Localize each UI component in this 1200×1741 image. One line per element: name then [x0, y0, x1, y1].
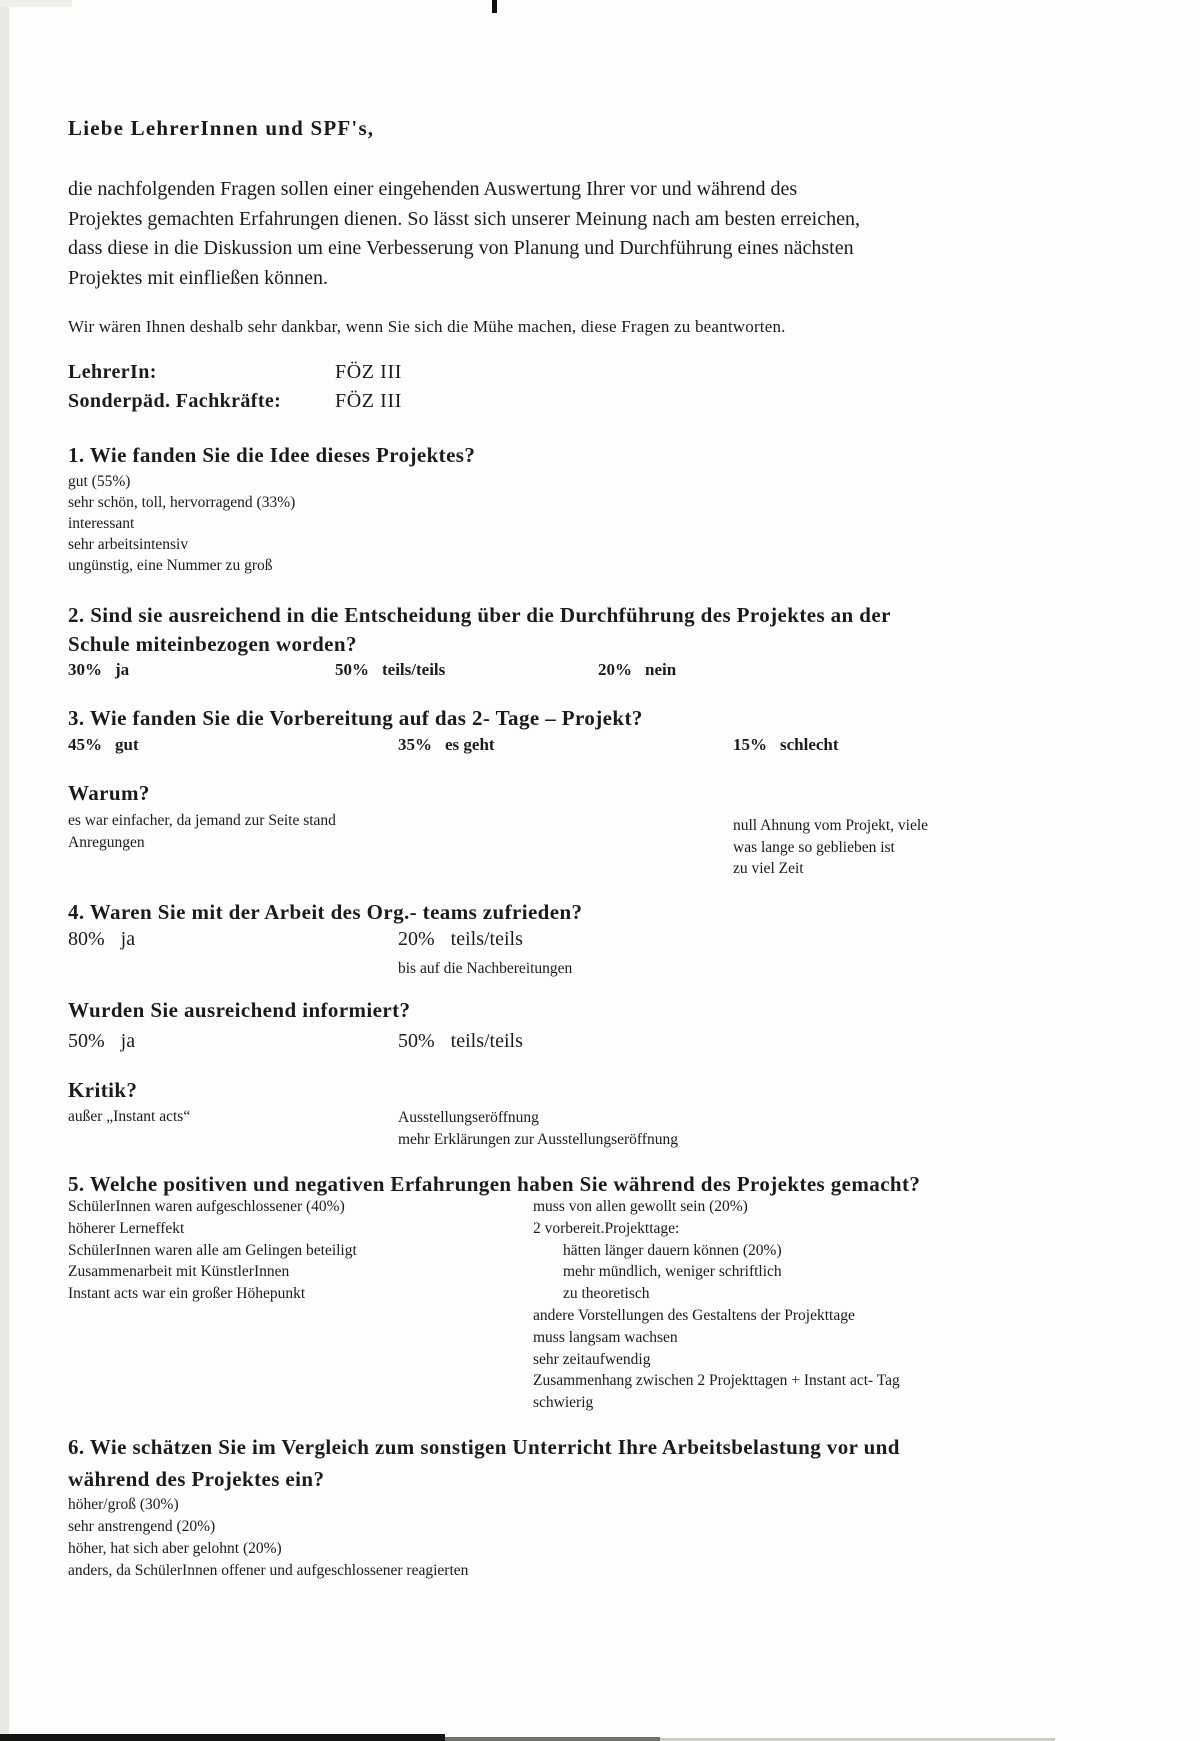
stat-percent: 20%	[398, 928, 435, 950]
question-2-title-line2: Schule miteinbezogen worden?	[68, 632, 357, 656]
answer-line: sehr zeitaufwendig	[533, 1350, 651, 1368]
answer-line: null Ahnung vom Projekt, viele	[733, 817, 929, 834]
question-3-stat	[68, 735, 139, 755]
informiert-stat	[398, 1030, 523, 1053]
answer-line: muss von allen gewollt sein (20%)	[533, 1198, 748, 1215]
stat-label: gut	[115, 735, 139, 754]
recipient-label: Sonderpäd. Fachkräfte:	[68, 390, 282, 412]
informiert-stat	[68, 1030, 135, 1053]
scan-bar-bottom-mid	[445, 1737, 660, 1741]
stat-label: es geht	[445, 735, 495, 754]
warum-title: Warum?	[68, 781, 150, 805]
scan-mark-top-center	[492, 0, 497, 13]
answer-line: Zusammenarbeit mit KünstlerInnen	[68, 1263, 290, 1281]
answer-line-indented: zu theoretisch	[563, 1285, 650, 1303]
stat-label: ja	[115, 660, 130, 679]
answer-line: höherer Lerneffekt	[68, 1219, 185, 1237]
question-6-title-line2: während des Projektes ein?	[68, 1467, 325, 1491]
answer-line: Anregungen	[68, 834, 145, 851]
stat-label: teils/teils	[450, 1030, 523, 1052]
answer-line: Ausstellungseröffnung	[398, 1109, 539, 1126]
recipient-label: LehrerIn:	[68, 361, 157, 383]
answer-line: muss langsam wachsen	[533, 1328, 678, 1346]
answer-line: andere Vorstellungen des Gestaltens der Projekttage	[533, 1306, 855, 1324]
stat-label: ja	[120, 1030, 136, 1052]
question-6-title-line1: 6. Wie schätzen Sie im Vergleich zum sonstigen Unterricht Ihre Arbeitsbelastung vor und	[68, 1435, 900, 1459]
stat-percent: 45%	[68, 735, 102, 754]
question-6-answers	[68, 1494, 468, 1582]
question-2-stat	[598, 660, 676, 680]
recipient-value: FÖZ III	[335, 390, 402, 412]
answer-line: Instant acts war ein großer Höhepunkt	[68, 1285, 306, 1303]
kritik-middle-column	[398, 1107, 678, 1151]
intro-paragraph	[68, 175, 860, 293]
warum-right-column	[733, 815, 928, 880]
kritik-title: Kritik?	[68, 1078, 138, 1102]
answer-line: interessant	[68, 515, 135, 532]
stat-label: teils/teils	[450, 928, 523, 950]
stat-percent: 80%	[68, 928, 105, 950]
scan-smudge-top	[0, 0, 72, 7]
answer-line: höher, hat sich aber gelohnt (20%)	[68, 1540, 282, 1557]
question-1-answers	[68, 471, 295, 576]
informiert-title: Wurden Sie ausreichend informiert?	[68, 998, 411, 1022]
stat-label: schlecht	[780, 735, 839, 754]
stat-label: nein	[645, 660, 677, 679]
question-1-title: 1. Wie fanden Sie die Idee dieses Projektes?	[68, 443, 476, 467]
question-4-stat	[398, 928, 523, 951]
question-4-title: 4. Waren Sie mit der Arbeit des Org.- teams zufrieden?	[68, 900, 583, 924]
scan-bar-bottom-dark	[0, 1734, 445, 1741]
intro-line: die nachfolgenden Fragen sollen einer eingehenden Auswertung Ihrer vor und während des	[68, 178, 798, 200]
answer-line: mehr Erklärungen zur Ausstellungseröffnung	[398, 1131, 678, 1148]
kritik-left-answer: außer „Instant acts“	[68, 1108, 191, 1125]
answer-line-indented: mehr mündlich, weniger schriftlich	[563, 1263, 782, 1281]
question-4-stat-note: bis auf die Nachbereitungen	[398, 960, 573, 977]
question-5-title: 5. Welche positiven und negativen Erfahrungen haben Sie während des Projektes gemacht?	[68, 1172, 921, 1196]
question-2-title-line1: 2. Sind sie ausreichend in die Entscheidung über die Durchführung des Projektes an der	[68, 603, 891, 627]
answer-line: Zusammenhang zwischen 2 Projekttagen + Instant act- Tag	[533, 1372, 900, 1390]
answer-line: sehr schön, toll, hervorragend (33%)	[68, 494, 296, 511]
warum-left-column	[68, 810, 336, 854]
answer-line: zu viel Zeit	[733, 860, 804, 877]
answer-line: SchülerInnen waren alle am Gelingen beteiligt	[68, 1241, 357, 1259]
question-3-stat	[733, 735, 839, 755]
stat-percent: 50%	[335, 660, 369, 679]
answer-line: gut (55%)	[68, 473, 131, 490]
answer-line: SchülerInnen waren aufgeschlossener (40%)	[68, 1198, 345, 1215]
stat-percent: 20%	[598, 660, 632, 679]
question-5-left-column	[68, 1196, 357, 1305]
answer-line: höher/groß (30%)	[68, 1496, 179, 1513]
question-2-stat	[68, 660, 129, 680]
stat-percent: 50%	[68, 1030, 105, 1052]
question-3-stat	[398, 735, 495, 755]
scan-edge-left	[0, 0, 9, 1741]
stat-label: ja	[120, 928, 136, 950]
stat-percent: 15%	[733, 735, 767, 754]
stat-label: teils/teils	[382, 660, 446, 679]
answer-line: anders, da SchülerInnen offener und aufgeschlossener reagierten	[68, 1562, 469, 1579]
question-3-title: 3. Wie fanden Sie die Vorbereitung auf das 2- Tage – Projekt?	[68, 706, 643, 730]
answer-line: sehr arbeitsintensiv	[68, 536, 189, 553]
intro-line: Projektes mit einfließen können.	[68, 266, 328, 289]
answer-line: 2 vorbereit.Projekttage:	[533, 1219, 680, 1237]
recipient-value: FÖZ III	[335, 361, 402, 383]
answer-line: schwierig	[533, 1394, 594, 1412]
salutation: Liebe LehrerInnen und SPF's,	[68, 116, 375, 140]
stat-percent: 30%	[68, 660, 102, 679]
question-4-stat	[68, 928, 135, 951]
stat-percent: 35%	[398, 735, 432, 754]
answer-line: es war einfacher, da jemand zur Seite stand	[68, 812, 336, 829]
answer-line: ungünstig, eine Nummer zu groß	[68, 557, 273, 574]
answer-line: was lange so geblieben ist	[733, 838, 895, 856]
answer-line: sehr anstrengend (20%)	[68, 1518, 216, 1535]
intro-line: Projektes gemachten Erfahrungen dienen. So lässt sich unserer Meinung nach am besten erreichen,	[68, 207, 860, 230]
stat-percent: 50%	[398, 1030, 435, 1052]
question-5-right-column	[533, 1196, 900, 1414]
intro-line: dass diese in die Diskussion um eine Verbesserung von Planung und Durchführung eines nächsten	[68, 237, 854, 259]
answer-line-indented: hätten länger dauern können (20%)	[563, 1241, 782, 1259]
question-2-stat	[335, 660, 445, 680]
thankyou-note: Wir wären Ihnen deshalb sehr dankbar, wenn Sie sich die Mühe machen, diese Fragen zu beantworten.	[68, 317, 786, 336]
